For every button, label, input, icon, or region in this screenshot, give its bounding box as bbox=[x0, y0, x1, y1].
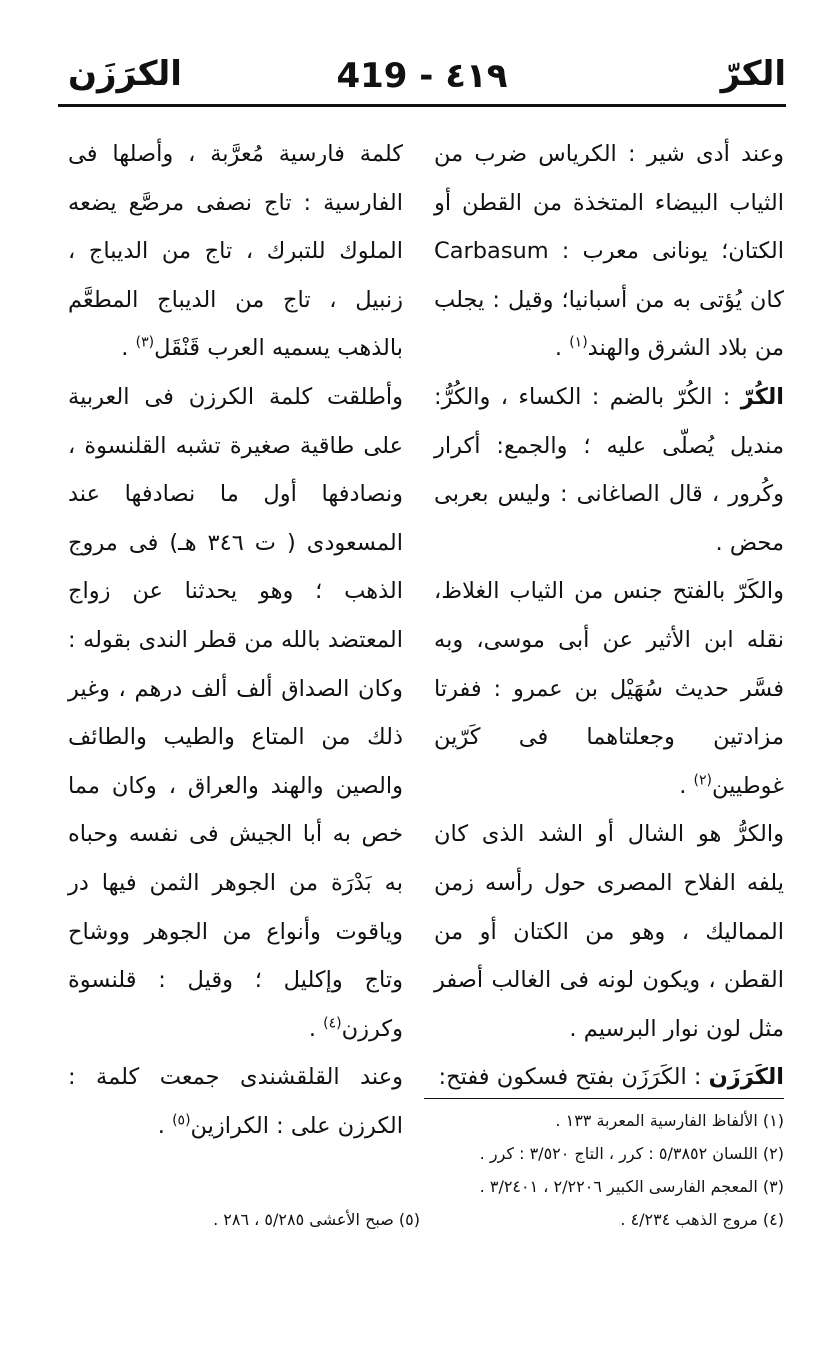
paragraph: وعند أدى شير : الكرياس ضرب من الثياب البيضاء المتخذة من القطن أو الكتان؛ يونانى معرب : Carbasum كان يُؤتى به من أسبانيا؛ وقيل : يجلب من بلاد الشرق والهند$^{(١)}$ . bbox=[434, 141, 784, 362]
footnote: (٣) المعجم الفارسى الكبير ٢/٢٢٠٦ ، ٣/٢٤٠١ . bbox=[479, 1177, 784, 1196]
header-entry-last: الكرَزَن bbox=[68, 54, 182, 94]
footnote-ref: (٤) bbox=[323, 1015, 342, 1032]
header-rule bbox=[58, 104, 786, 107]
footnotes-left bbox=[150, 1203, 420, 1236]
footnote-ref: (٣) bbox=[135, 334, 155, 351]
paragraph: وأطلقت كلمة الكرزن فى العربية على طاقية صغيرة تشبه القلنسوة ، ونصادفها أول ما نصادفها عند المسعودى ( ت ٣٤٦ هـ) فى مروج الذهب ؛ وهو يحدثنا عن زواج المعتضد بالله من قطر الندى بقوله : وكان الصداق ألف ألف درهم ، وغير ذلك من المتاع والطيب والطائف والصين والهند والعراق ، وكان مما خص به أبا الجيش فى نفسه وحباه به بَدْرَة من الجوهر الثمن فيها در وياقوت وأنواع من الجوهر ووشاح وتاج وإكليل ؛ وقيل : قلنسوة وكرزن$^{(٤)}$ . bbox=[68, 383, 404, 1042]
paragraph: الكُرّ : الكُرّ بالضم : الكساء ، والكُرُّ: منديل يُصلّى عليه ؛ والجمع: أكرار وكُرور ، قال الصاغانى : وليس بعربى محض . bbox=[434, 383, 784, 556]
paragraph: والكرُّ هو الشال أو الشد الذى كان يلفه الفلاح المصرى حول رأسه زمن المماليك ، وهو من الكتان أو من القطن ، ويكون لونه فى الغالب أصفر مثل لون نوار البرسيم . bbox=[434, 821, 784, 1042]
footnote: (٥) صبح الأعشى ٥/٢٨٥ ، ٢٨٦ . bbox=[213, 1210, 420, 1229]
entry-term: الكَرَزَن bbox=[708, 1064, 784, 1091]
entry-term: الكُرّ bbox=[740, 383, 784, 410]
footnote: (٢) اللسان ٥/٣٨٥٢ : كرر ، التاج ٣/٥٢٠ : كرر . bbox=[479, 1144, 784, 1163]
left-column bbox=[68, 130, 403, 1150]
page-number: 419 - ٤١٩ bbox=[336, 56, 508, 96]
footnote-ref: (١) bbox=[569, 334, 588, 351]
right-column bbox=[434, 130, 784, 1102]
footnotes bbox=[404, 1104, 784, 1236]
page-header bbox=[58, 48, 786, 106]
paragraph: الكَرَزَن : الكَرَزَن بفتح فسكون ففتح: bbox=[438, 1064, 784, 1091]
footnote: (٤) مروج الذهب ٤/٢٣٤ . bbox=[620, 1210, 784, 1229]
footnote: (١) الألفاظ الفارسية المعربة ١٣٣ . bbox=[555, 1111, 784, 1130]
paragraph: كلمة فارسية مُعرَّبة ، وأصلها فى الفارسية : تاج نصفى مرصَّع يضعه الملوك للتبرك ، تاج من الديباج ، زنبيل ، تاج من الديباج المطعَّم بالذهب يسميه العرب قَنْقَل$^{(٣)}$ . bbox=[68, 141, 403, 362]
header-entry-first: الكرّ bbox=[720, 54, 786, 94]
footnote-rule bbox=[424, 1098, 784, 1099]
paragraph: وعند القلقشندى جمعت كلمة : الكرزن على : الكرازين$^{(٥)}$ . bbox=[68, 1064, 403, 1139]
footnote-ref: (٥) bbox=[172, 1112, 191, 1129]
paragraph: والكَرّ بالفتح جنس من الثياب الغلاظ، نقله ابن الأثير عن أبى موسى، وبه فسَّر حديث سُهَيْل بن عمرو : ففرتا مزادتين وجعلتاهما فى كَرّين غوطيين$^{(٢)}$ . bbox=[434, 578, 784, 799]
footnote-ref: (٢) bbox=[693, 772, 712, 789]
